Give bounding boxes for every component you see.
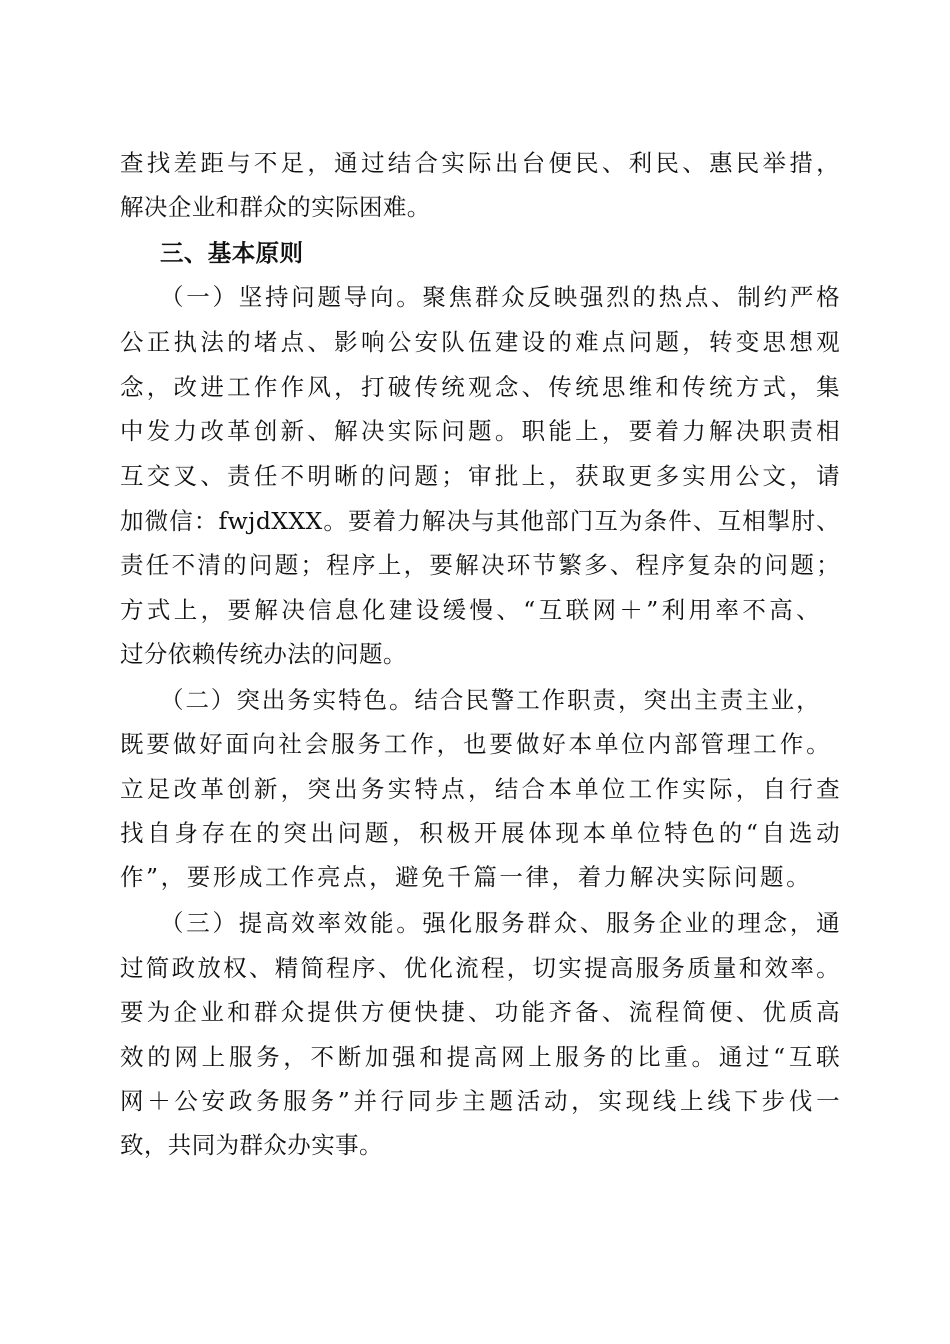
text-line: 公正执法的堵点、影响公安队伍建设的难点问题，转变思想观 bbox=[120, 328, 840, 356]
text-line: 过分依赖传统办法的问题。 bbox=[120, 640, 407, 668]
text-line: 查找差距与不足，通过结合实际出台便民、利民、惠民举措， bbox=[120, 149, 840, 177]
text-line: 互交叉、责任不明晰的问题；审批上，获取更多实用公文，请 bbox=[120, 462, 840, 490]
text-line: 过简政放权、精简程序、优化流程，切实提高服务质量和效率。 bbox=[120, 954, 840, 982]
text-line: 网＋公安政务服务”并行同步主题活动，实现线上线下步伐一 bbox=[120, 1087, 840, 1115]
text-line: 加微信：fwjdXXX。要着力解决与其他部门互为条件、互相掣肘、 bbox=[120, 507, 840, 535]
paragraph-heading-line: （一）坚持问题导向。聚焦群众反映强烈的热点、制约严格 bbox=[160, 283, 840, 311]
text-line: 效的网上服务，不断加强和提高网上服务的比重。通过“互联 bbox=[120, 1043, 840, 1071]
section-heading: 三、基本原则 bbox=[160, 239, 304, 267]
paragraph-heading-line: （二）突出务实特色。结合民警工作职责，突出主责主业， bbox=[160, 686, 820, 714]
text-line: 致，共同为群众办实事。 bbox=[120, 1131, 383, 1159]
text-line: 立足改革创新，突出务实特点，结合本单位工作实际，自行查 bbox=[120, 775, 840, 803]
text-line: 找自身存在的突出问题，积极开展体现本单位特色的“自选动 bbox=[120, 819, 840, 847]
text-line: 中发力改革创新、解决实际问题。职能上，要着力解决职责相 bbox=[120, 417, 840, 445]
text-line: 责任不清的问题；程序上，要解决环节繁多、程序复杂的问题； bbox=[120, 551, 840, 579]
text-line: 作”，要形成工作亮点，避免千篇一律，着力解决实际问题。 bbox=[120, 863, 810, 891]
text-line: 解决企业和群众的实际困难。 bbox=[120, 193, 431, 221]
text-line: 要为企业和群众提供方便快捷、功能齐备、流程简便、优质高 bbox=[120, 998, 840, 1026]
text-line: 方式上，要解决信息化建设缓慢、“互联网＋”利用率不高、 bbox=[120, 596, 820, 624]
paragraph-heading-line: （三）提高效率效能。强化服务群众、服务企业的理念，通 bbox=[160, 909, 840, 937]
text-line: 念，改进工作作风，打破传统观念、传统思维和传统方式，集 bbox=[120, 373, 840, 401]
text-line: 既要做好面向社会服务工作，也要做好本单位内部管理工作。 bbox=[120, 730, 830, 758]
